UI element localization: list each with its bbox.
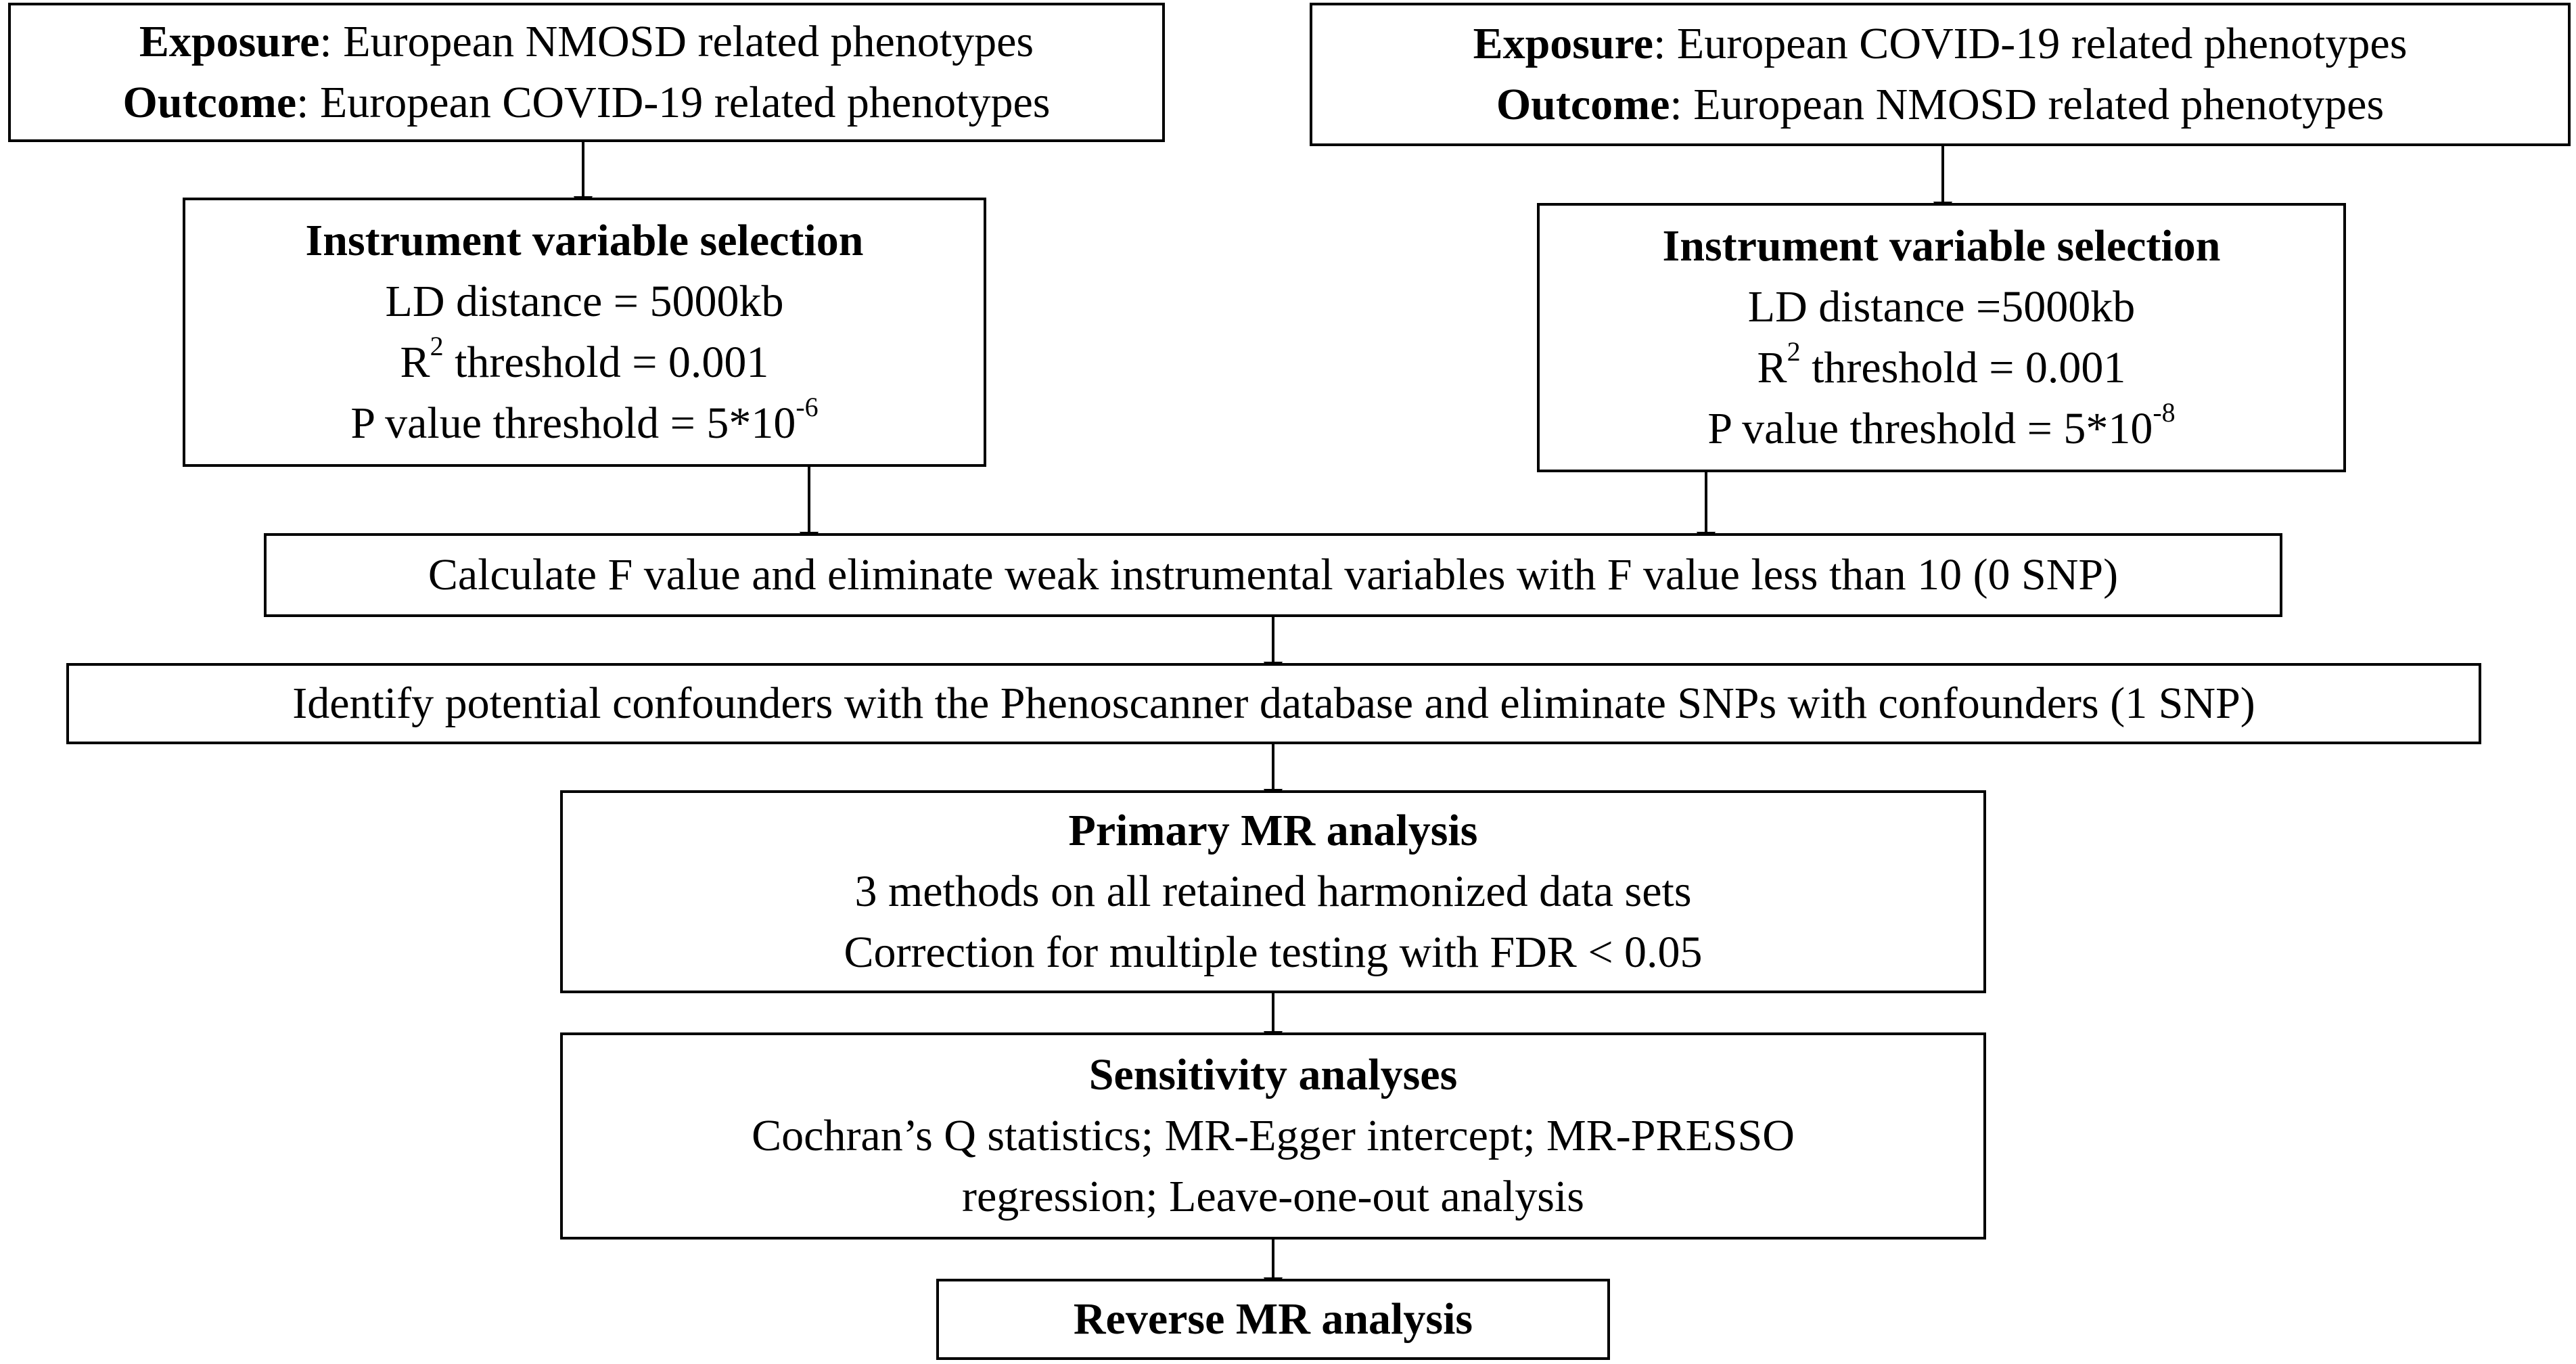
primary-mr-line1: 3 methods on all retained harmonized data sets [854, 867, 1692, 916]
p-value-threshold [350, 393, 818, 454]
exposure-outcome-box-left [8, 3, 1165, 142]
r2-threshold [1757, 338, 2126, 399]
p-value-threshold [1707, 399, 2175, 459]
primary-mr-title: Primary MR analysis [1068, 806, 1478, 855]
ld-distance: LD distance = 5000kb [385, 277, 784, 326]
exposure-text: : European COVID-19 related phenotypes [1653, 19, 2408, 68]
outcome-label: Outcome [1496, 80, 1670, 129]
f-value-box [264, 533, 2282, 617]
outcome-text: : European COVID-19 related phenotypes [296, 78, 1051, 127]
ld-distance: LD distance =5000kb [1747, 282, 2136, 332]
sensitivity-title: Sensitivity analyses [1088, 1050, 1458, 1099]
primary-mr-line2: Correction for multiple testing with FDR < 0.05 [844, 928, 1703, 977]
outcome-text: : European NMOSD related phenotypes [1670, 80, 2385, 129]
reverse-mr-title: Reverse MR analysis [1073, 1294, 1473, 1344]
p-base: P value threshold = 5*10 [1707, 404, 2153, 453]
iv-selection-title: Instrument variable selection [1662, 221, 2221, 271]
p-superscript: -8 [2153, 397, 2176, 428]
sensitivity-line2: regression; Leave-one-out analysis [961, 1172, 1584, 1221]
iv-selection-box-left [183, 198, 986, 467]
p-base: P value threshold = 5*10 [350, 399, 796, 448]
f-value-text: Calculate F value and eliminate weak instrumental variables with F value less than 10 (0 SNP) [428, 550, 2119, 599]
r-rest: threshold = 0.001 [443, 338, 769, 387]
sensitivity-box [560, 1032, 1986, 1240]
r-rest: threshold = 0.001 [1800, 343, 2126, 392]
sensitivity-line1: Cochran’s Q statistics; MR-Egger intercept; MR-PRESSO [752, 1111, 1795, 1160]
r-superscript: 2 [1787, 336, 1801, 367]
r2-threshold [400, 332, 769, 393]
exposure-label: Exposure [139, 17, 320, 66]
exposure-outcome-box-right [1310, 3, 2571, 146]
r-base: R [1757, 343, 1787, 392]
confounders-text: Identify potential confounders with the Phenoscanner database and eliminate SNPs with confounders (1 SNP) [292, 679, 2255, 728]
exposure-label: Exposure [1473, 19, 1654, 68]
reverse-mr-box [936, 1279, 1610, 1360]
primary-mr-box [560, 790, 1986, 993]
outcome-label: Outcome [122, 78, 297, 127]
exposure-text: : European NMOSD related phenotypes [319, 17, 1034, 66]
p-superscript: -6 [796, 392, 819, 422]
iv-selection-box-right [1537, 203, 2346, 472]
r-base: R [400, 338, 430, 387]
iv-selection-title: Instrument variable selection [305, 216, 864, 265]
confounders-box [66, 663, 2481, 744]
r-superscript: 2 [430, 331, 444, 361]
